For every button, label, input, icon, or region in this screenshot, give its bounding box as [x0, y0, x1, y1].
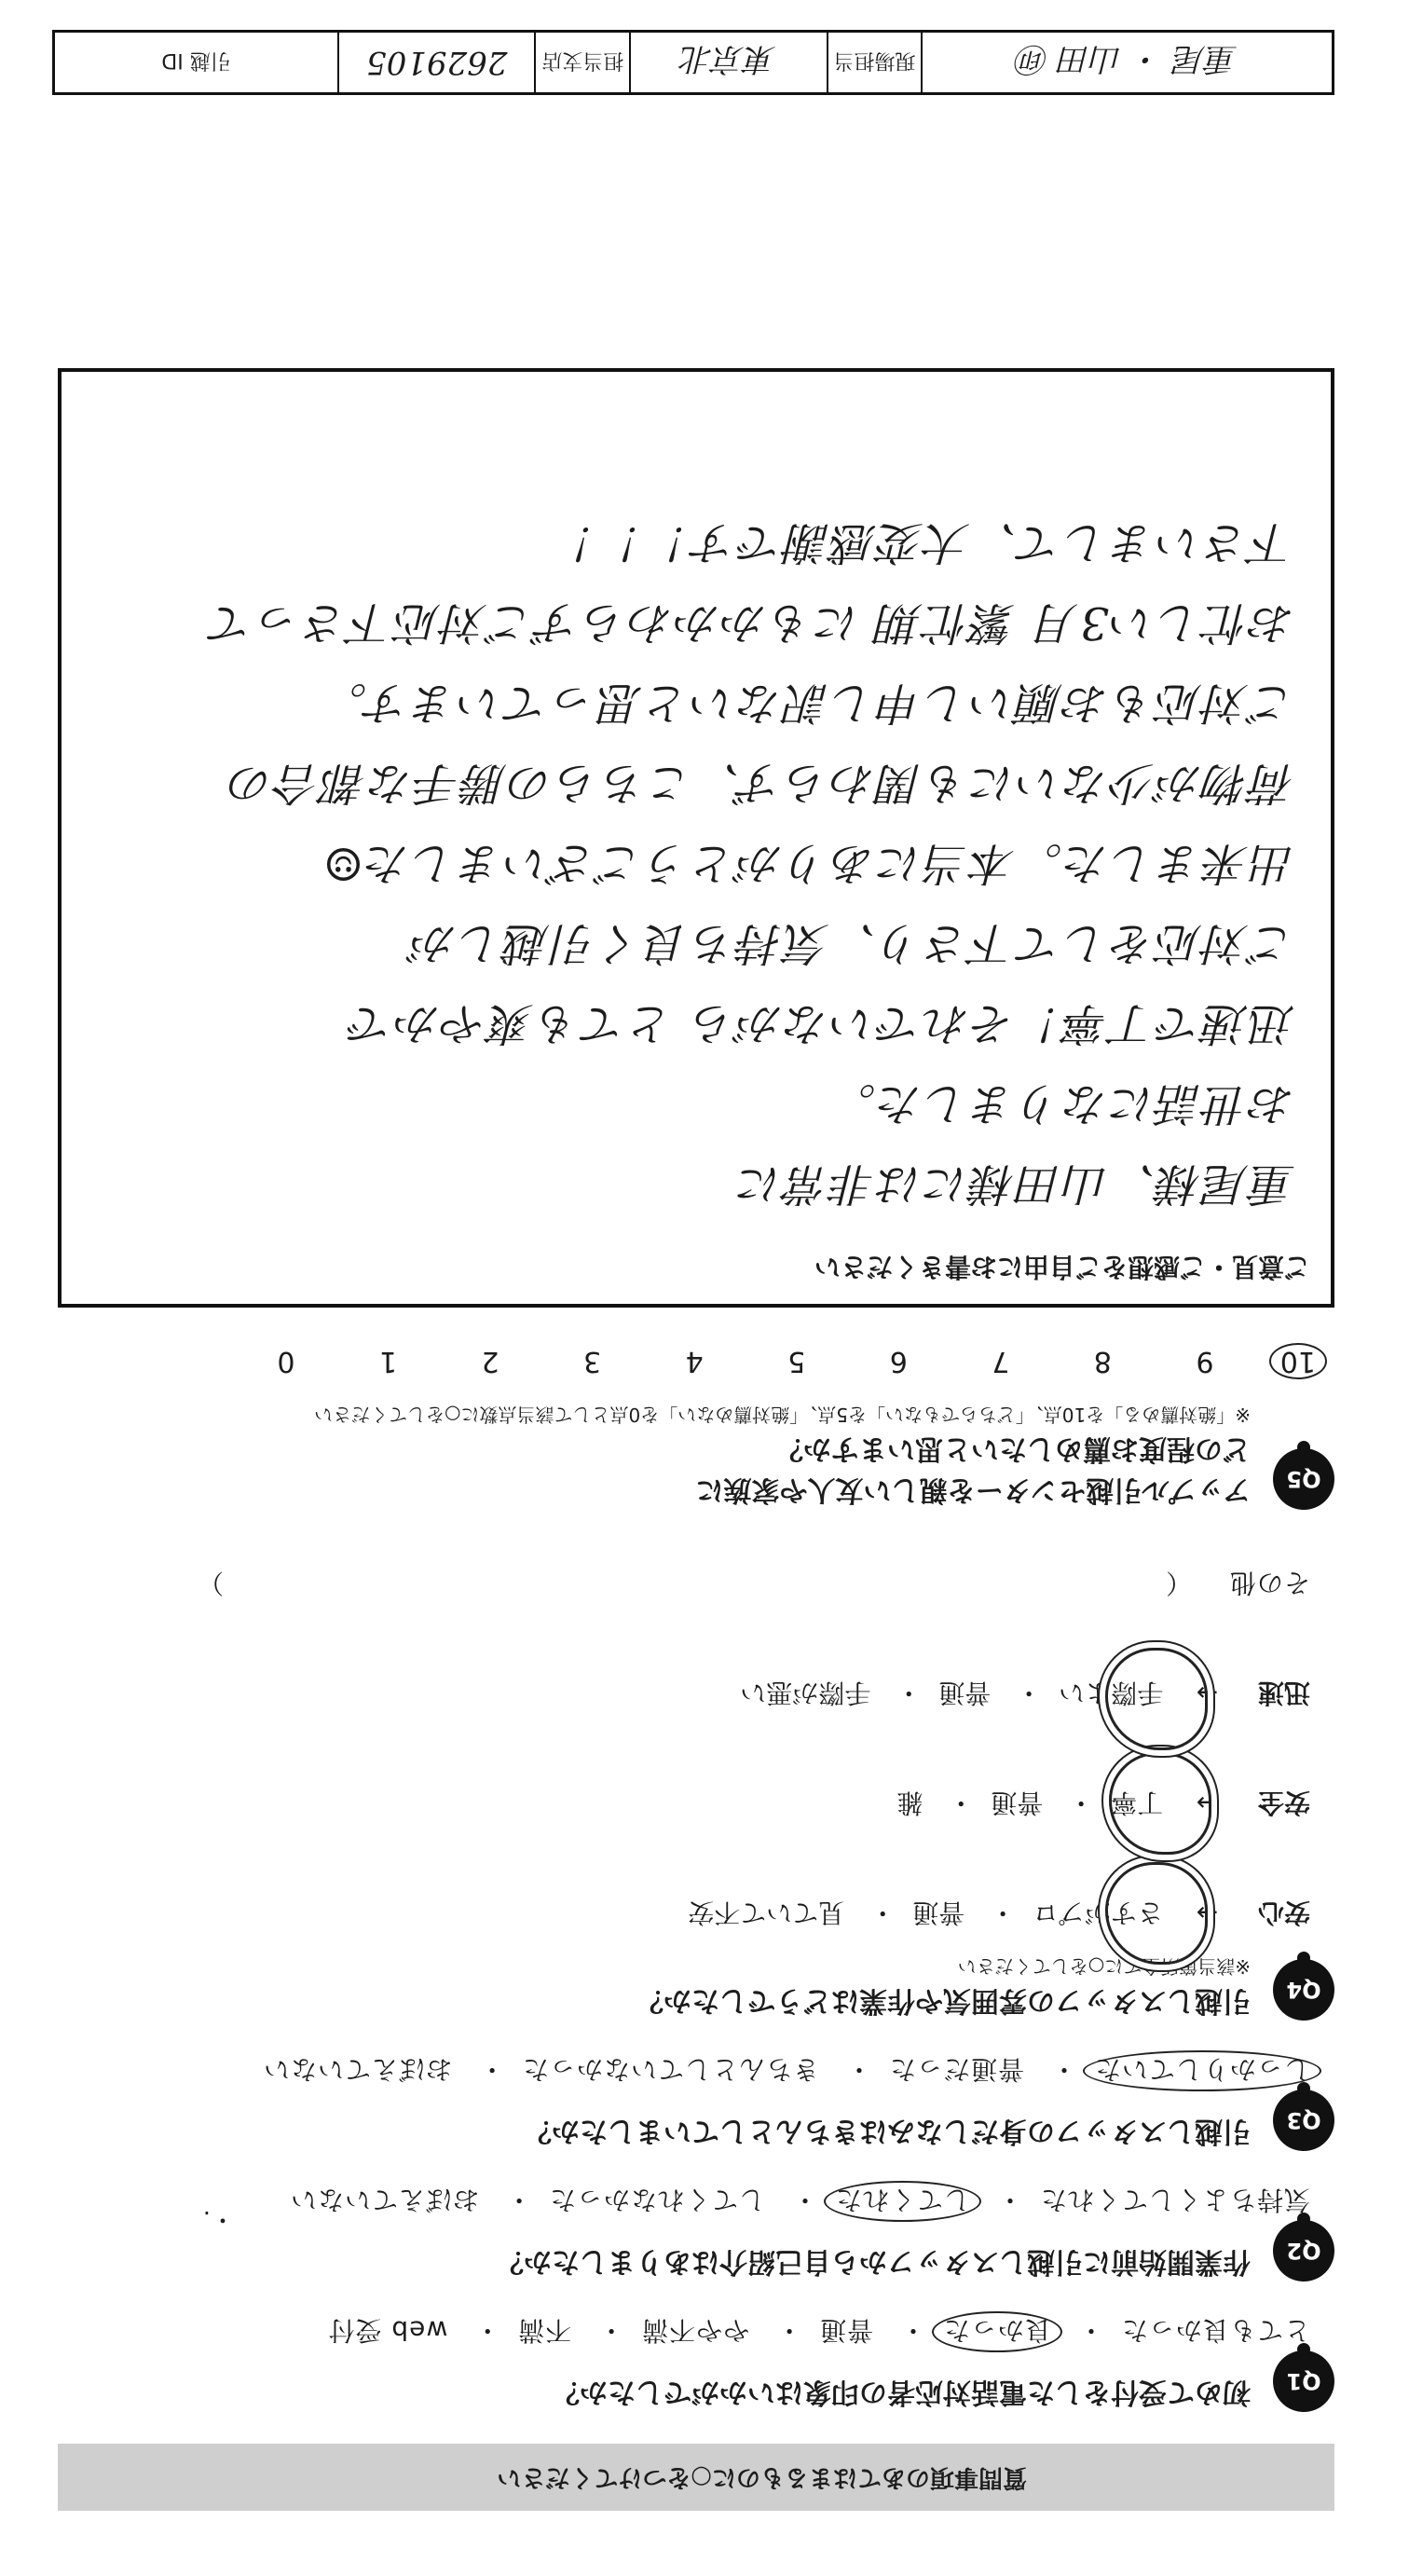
comment-line: 迅速で丁寧！それでいながら とても爽やかで [347, 997, 1295, 1049]
move-id-label: 引越 ID [55, 33, 339, 92]
q5-score[interactable]: 1 [378, 1345, 398, 1377]
q5-score[interactable]: 0 [277, 1345, 295, 1377]
q2-option-selected[interactable]: してくれた [824, 2181, 981, 2222]
q2-text: 作業開始前に引越しスタッフから自己紹介はありましたか？ [496, 2245, 1251, 2278]
q3-options: しっかりしていた・ 普通だった・ きちんとしていなかった・ おぼえていない [58, 2052, 1310, 2090]
q3-badge: Q3 [1273, 2090, 1334, 2151]
arrow-icon: → [1196, 1678, 1219, 1708]
question-q5 [58, 1345, 1334, 1510]
q3-option[interactable]: 普通だった [889, 2054, 1025, 2085]
q4-row-label: 迅速 [1257, 1678, 1310, 1708]
q1-option[interactable]: web 受付 [327, 2315, 448, 2346]
q4-option-selected[interactable]: さすがプロ [1033, 1898, 1164, 1928]
q4-option[interactable]: 見ていて不安 [688, 1898, 845, 1928]
q5-score[interactable]: 8 [1093, 1345, 1112, 1377]
question-q2 [58, 2183, 1334, 2281]
q5-score[interactable]: 7 [992, 1345, 1010, 1377]
comment-line: 荷物が少ないにも関わらず、こちらの勝手な都合の [226, 757, 1295, 809]
q4-other-open: （ [1165, 1568, 1193, 1598]
q5-score[interactable]: 3 [583, 1345, 602, 1377]
q4-row-anshin: 安心 → さすがプロ・ 普通・ 見ていて不安 [58, 1843, 1310, 1933]
question-q3 [58, 2052, 1334, 2151]
comment-line: ご対応をして下さり、気持ち良く引越しが [409, 917, 1295, 969]
flower-circle-mark-icon [1105, 1862, 1208, 1965]
q4-option[interactable]: 普通 [938, 1678, 992, 1708]
q2-option[interactable]: してくれなかった [549, 2185, 766, 2215]
move-id-value: 2629105 [339, 33, 536, 92]
q5-scale [58, 1345, 1316, 1377]
q1-option[interactable]: 不満 [517, 2315, 572, 2346]
staff-label: 現場担当 [828, 33, 923, 92]
q5-badge: Q5 [1273, 1448, 1334, 1510]
id-table [52, 30, 1334, 95]
question-q1 [58, 2313, 1334, 2412]
q2-option[interactable]: おぼえていない [290, 2185, 480, 2215]
q5-text-2: どの程度お薦めしたいと思いますか？ [775, 1432, 1251, 1465]
survey-content [58, 40, 1334, 2511]
q3-option-selected[interactable]: しっかりしていた [1083, 2050, 1321, 2091]
comment-line: お忙しい3月 繁忙期 にもかかわらずご対応下さって [207, 596, 1295, 649]
comment-box [58, 368, 1334, 1308]
q5-score[interactable]: 6 [889, 1345, 908, 1377]
comment-line: 出来ました。本当にありがとうございました☺ [321, 837, 1295, 889]
comment-line: 重尾様、山田様には非常に [735, 1158, 1295, 1210]
q5-score[interactable]: 2 [481, 1345, 499, 1377]
q3-option[interactable]: きちんとしていなかった [522, 2054, 820, 2085]
q4-other-label: その他 [1228, 1568, 1310, 1598]
instruction-bar: 質問事項のあてはまるものに○をつけてください [58, 2444, 1334, 2511]
question-q4 [58, 1566, 1334, 2021]
q5-text: アップル引越センターを親しい友人や家族に [695, 1473, 1251, 1506]
q1-option[interactable]: 普通 [819, 2315, 874, 2346]
q1-option[interactable]: やや不満 [641, 2315, 750, 2346]
q4-row-anzen: 安全 → 丁寧・ 普通・ 雑 [58, 1733, 1310, 1823]
q4-other-close: ） [197, 1568, 225, 1598]
q3-option[interactable]: おぼえていない [263, 2054, 453, 2085]
q4-row-jinsoku: 迅速 → 手際よい・ 普通・ 手際が悪い [58, 1624, 1310, 1713]
arrow-icon: → [1196, 1788, 1219, 1818]
q5-score[interactable]: 4 [685, 1345, 704, 1377]
comment-title: ご意見・ご感想をご自由にお書きください [814, 1252, 1310, 1282]
flower-circle-mark-icon [1109, 1752, 1211, 1855]
q1-option[interactable]: とても良かった [1120, 2315, 1310, 2346]
arrow-icon: → [1196, 1898, 1219, 1928]
q4-badge: Q4 [1273, 1959, 1334, 2021]
q1-option-selected[interactable]: 良かった [932, 2311, 1062, 2352]
q4-note: ※該当箇所全てに○をしてください [957, 1955, 1251, 1978]
handwritten-comment [62, 493, 1331, 1233]
q2-badge: Q2 [1273, 2220, 1334, 2281]
comment-line: お世話になりました。 [828, 1077, 1295, 1130]
q5-score[interactable]: 5 [787, 1345, 806, 1377]
q4-option[interactable]: 雑 [896, 1788, 923, 1818]
q4-other [58, 1566, 1310, 1603]
branch-label: 担当支店 [537, 33, 632, 92]
q4-text: 引越しスタッフの雰囲気や作業はどうでしたか？ [636, 1984, 1251, 2017]
q4-option-selected[interactable]: 手際よい [1059, 1678, 1164, 1708]
q5-score-selected[interactable]: 10 [1269, 1343, 1327, 1379]
q4-option[interactable]: 普通 [912, 1898, 965, 1928]
q4-row-label: 安心 [1257, 1898, 1310, 1928]
q4-option[interactable]: 手際が悪い [740, 1678, 871, 1708]
q2-option[interactable]: 気持ちよくしてくれた [1039, 2185, 1310, 2215]
q2-options: 気持ちよくしてくれた・ してくれた・ してくれなかった・ おぼえていない [58, 2183, 1310, 2220]
q5-note: ※「絶対薦める」を10点、「どちらでもない」を5点、「絶対薦めない」を0点として該当点数に○をしてください [314, 1404, 1251, 1426]
stray-mark: ・. [202, 2205, 235, 2233]
q1-badge: Q1 [1273, 2350, 1334, 2412]
q4-row-label: 安全 [1257, 1788, 1310, 1818]
q1-options: とても良かった・ 良かった・ 普通・ やや不満・ 不満・ web 受付 [58, 2313, 1310, 2350]
q3-text: 引越しスタッフの身だしなみはきちんとしていましたか？ [524, 2115, 1251, 2147]
q1-text: 初めて受付をした電話対応者の印象はいかがでしたか？ [552, 2376, 1251, 2408]
comment-line: ご対応もお願いし申し訳ないと思っています。 [320, 677, 1295, 729]
q4-option[interactable]: 普通 [991, 1788, 1044, 1818]
q5-score[interactable]: 9 [1196, 1345, 1214, 1377]
staff-value: 重尾 ・ 山田 ㊞ [1017, 40, 1238, 78]
branch-value: 東京北 [631, 33, 828, 92]
comment-line: 下さいまして、大変感謝です！！！ [550, 516, 1295, 569]
q4-option-selected[interactable]: 丁寧 [1111, 1788, 1164, 1818]
